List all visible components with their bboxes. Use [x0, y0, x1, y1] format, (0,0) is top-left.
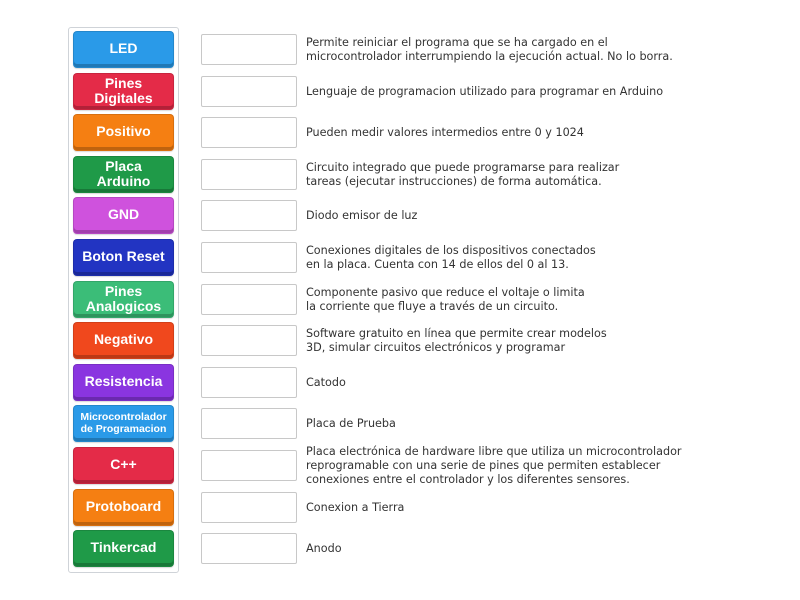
definition-text: Diodo emisor de luz — [306, 208, 418, 222]
answer-drop-box[interactable] — [201, 325, 297, 356]
definition-text: Software gratuito en línea que permite crear modelos 3D, simular circuitos electrónicos y programar — [306, 326, 607, 354]
definition-text: Catodo — [306, 375, 346, 389]
answer-drop-box[interactable] — [201, 242, 297, 273]
definition-text: Circuito integrado que puede programarse para realizar tareas (ejecutar instrucciones) de forma automática. — [306, 160, 620, 188]
definition-text: Anodo — [306, 541, 342, 555]
definition-text: Placa de Prueba — [306, 416, 396, 430]
answer-tile[interactable]: LED — [73, 31, 174, 68]
answer-tile[interactable]: GND — [73, 197, 174, 234]
answer-drop-box[interactable] — [201, 34, 297, 65]
answer-drop-box[interactable] — [201, 367, 297, 398]
answer-drop-box[interactable] — [201, 450, 297, 481]
answer-tile[interactable]: Negativo — [73, 322, 174, 359]
answer-drop-box[interactable] — [201, 533, 297, 564]
definition-text: Conexiones digitales de los dispositivos conectados en la placa. Cuenta con 14 de ellos del 0 al 13. — [306, 243, 596, 271]
answer-tile[interactable]: Placa Arduino — [73, 156, 174, 193]
answer-drop-box[interactable] — [201, 408, 297, 439]
answer-drop-box[interactable] — [201, 492, 297, 523]
definition-text: Componente pasivo que reduce el voltaje o limita la corriente que fluye a través de un circuito. — [306, 285, 585, 313]
answer-drop-box[interactable] — [201, 117, 297, 148]
answer-tile[interactable]: C++ — [73, 447, 174, 484]
definition-text: Conexion a Tierra — [306, 500, 405, 514]
answer-tile[interactable]: Pines Digitales — [73, 73, 174, 110]
answer-drop-box[interactable] — [201, 200, 297, 231]
answer-tile[interactable]: Pines Analogicos — [73, 281, 174, 318]
answer-tile[interactable]: Tinkercad — [73, 530, 174, 567]
answer-tile[interactable]: Resistencia — [73, 364, 174, 401]
answer-tile[interactable]: Positivo — [73, 114, 174, 151]
answer-tile[interactable]: Microcontrolador de Programacion — [73, 405, 174, 442]
definition-text: Lenguaje de programacion utilizado para programar en Arduino — [306, 84, 664, 98]
answer-tile[interactable]: Boton Reset — [73, 239, 174, 276]
answer-drop-box[interactable] — [201, 76, 297, 107]
definition-text: Placa electrónica de hardware libre que utiliza un microcontrolador reprogramable con una serie de pines que permiten establecer conexiones entre el controlador y los diferentes sensores. — [306, 444, 682, 486]
definition-text: Pueden medir valores intermedios entre 0 y 1024 — [306, 125, 584, 139]
answer-tile[interactable]: Protoboard — [73, 489, 174, 526]
definition-text: Permite reiniciar el programa que se ha cargado en el microcontrolador interrumpiendo la ejecución actual. No lo borra. — [306, 35, 673, 63]
answer-drop-box[interactable] — [201, 284, 297, 315]
answer-drop-box[interactable] — [201, 159, 297, 190]
